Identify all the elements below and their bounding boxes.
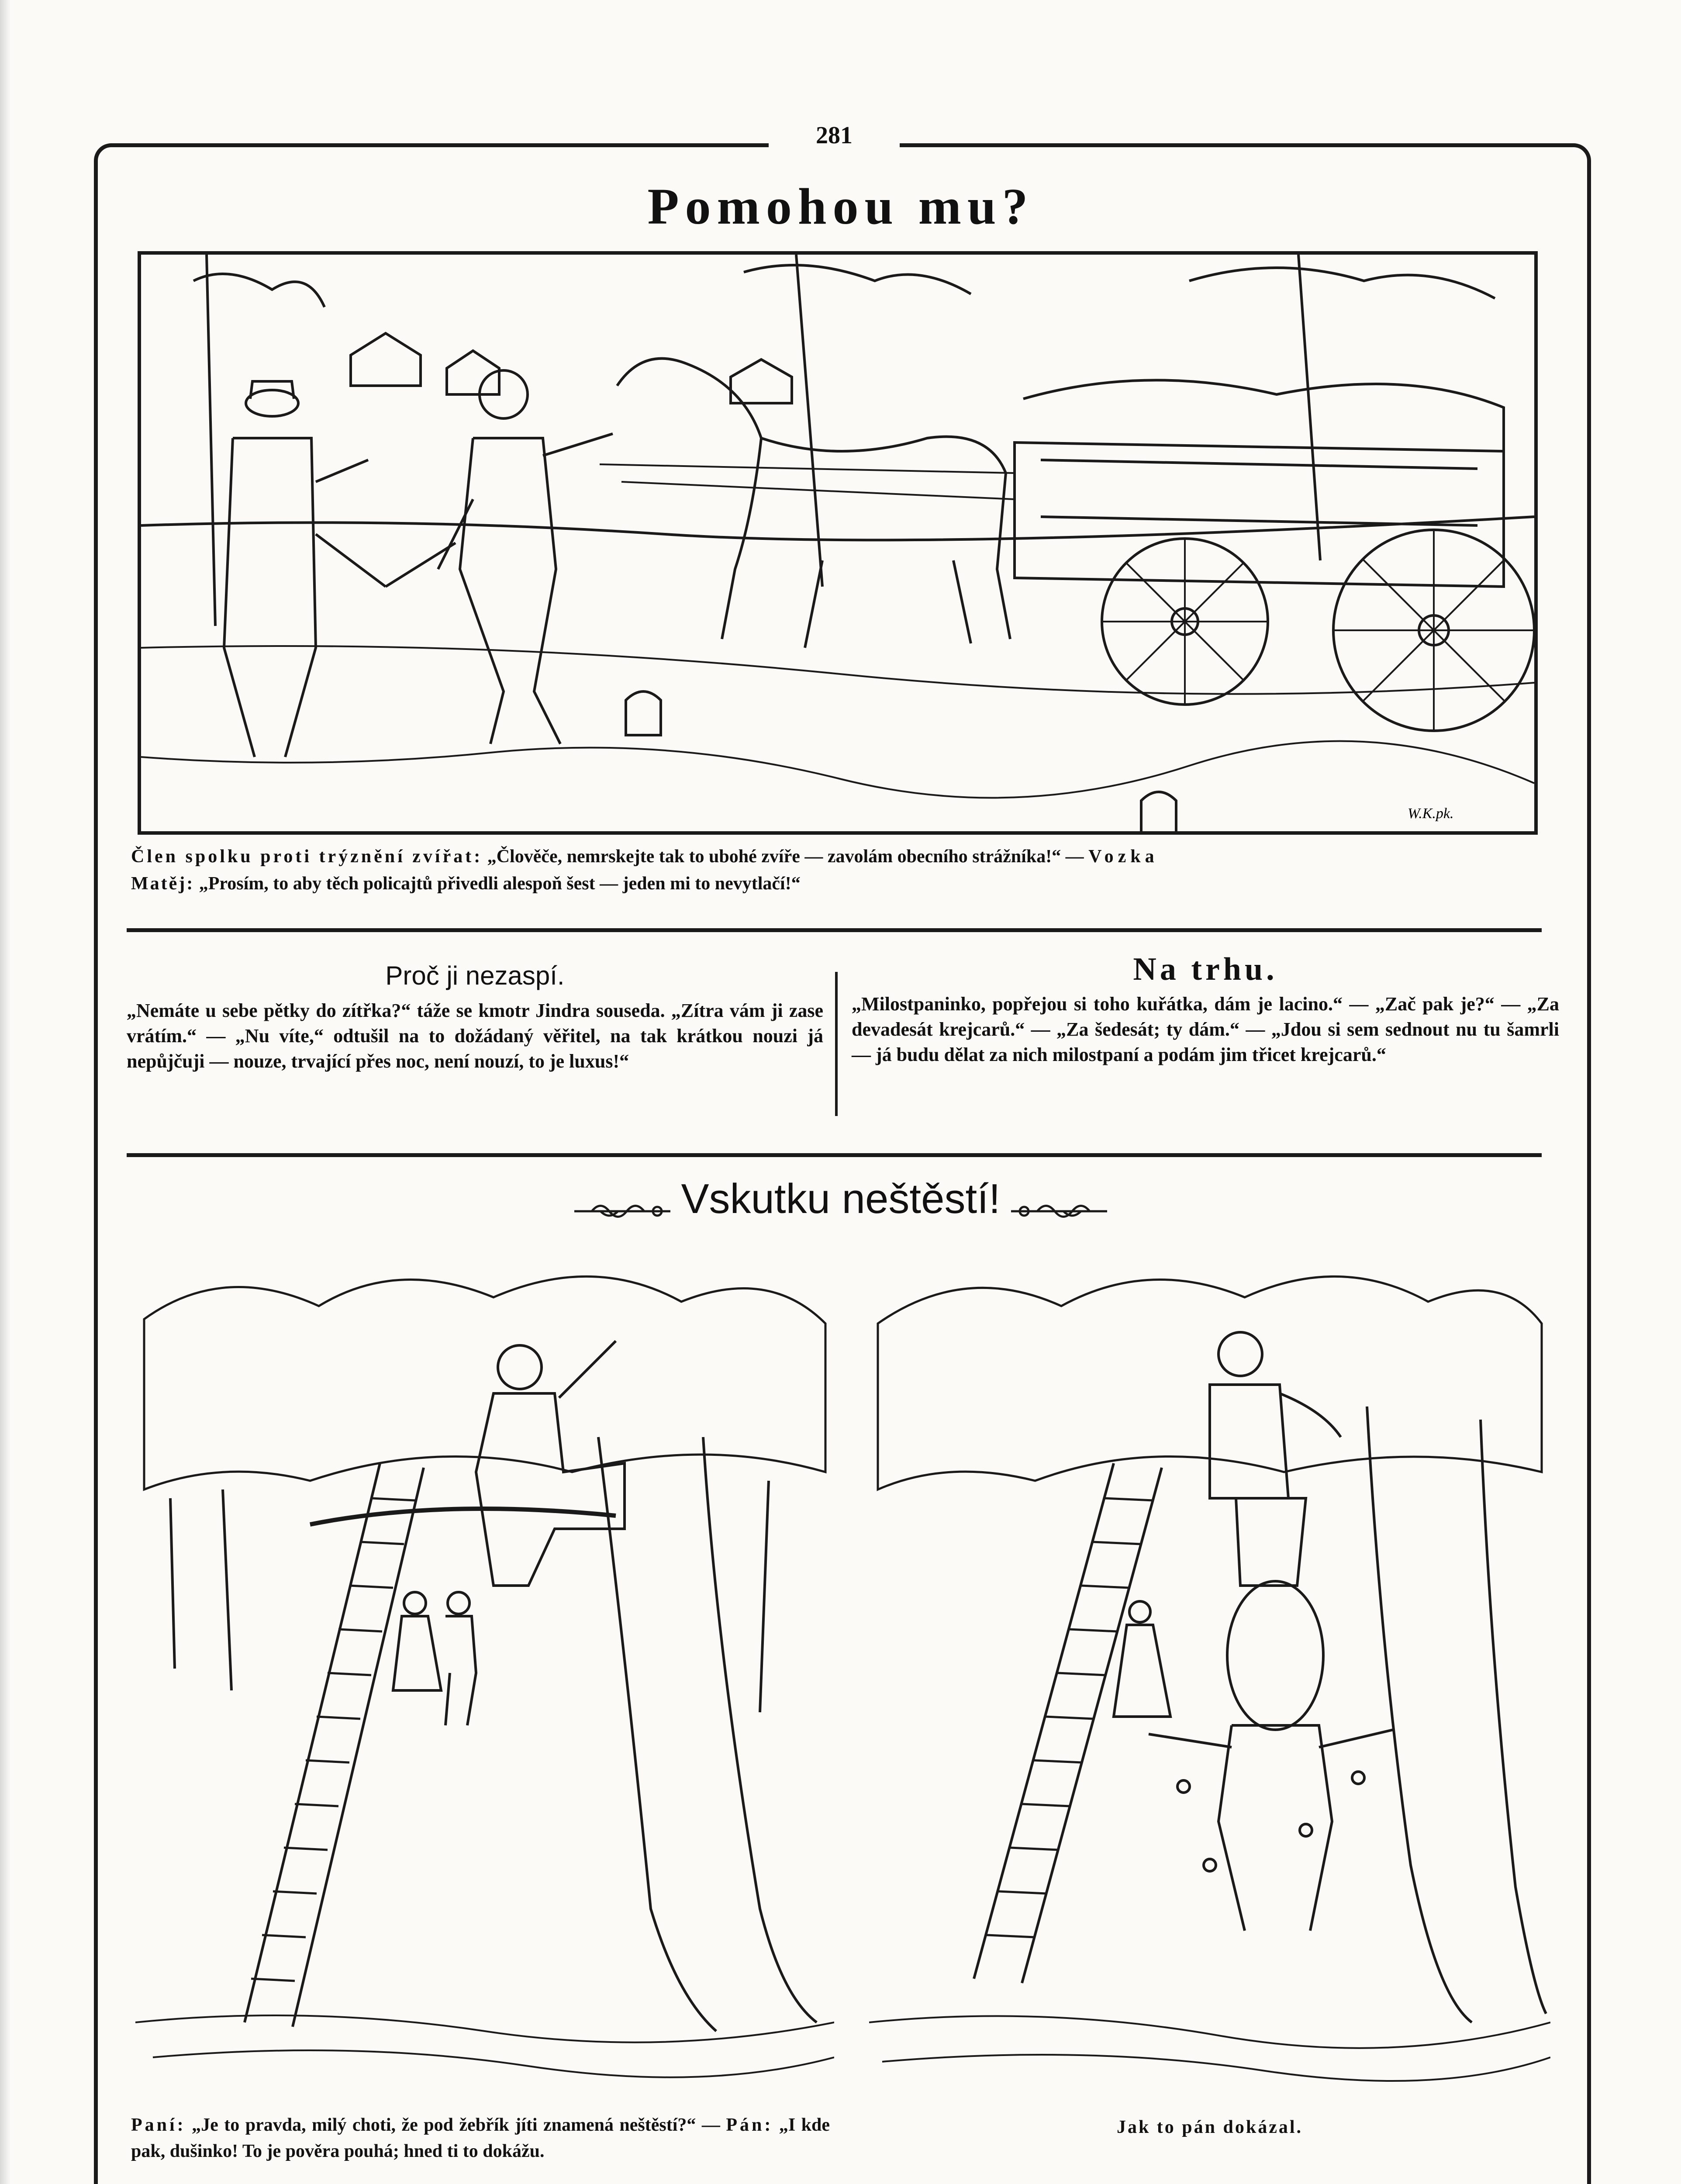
bottom-left-caption [131, 2112, 830, 2164]
caption-pani-text: „Je to pravda, milý choti, že pod žebřík jíti znamená neštěstí?“ — [186, 2115, 726, 2135]
anecdote-left-text: „Nemáte u sebe pětky do zítřka?“ táže se kmotr Jindra souseda. „Zítra vám ji zase vrátím.“ — „Nu víte,“ odtušil na to dožádaný věřitel, na tak krátkou nouzi já nepůjčuji — nouze, trvající přes noc, není nouzí, to je luxus!“ [127, 1000, 823, 1072]
caption-speaker-driver: Vozka [1088, 847, 1159, 867]
illustration-ladder-before [135, 1254, 834, 2084]
caption-quote-1: „Člověče, nemrskejte tak to ubohé zvíře — zavolám obecního strážníka!“ — [483, 847, 1089, 867]
page-number: 281 [769, 121, 900, 161]
caption-speaker-member: Člen spolku proti trýznění zvířat: [131, 847, 483, 867]
section-rule-1 [127, 928, 1542, 932]
section-rule-2 [127, 1153, 1542, 1157]
cartoon-caption-top [131, 843, 1529, 897]
anecdote-right-title: Na trhu. [1133, 951, 1278, 987]
illustration-horse-cart [138, 251, 1538, 835]
illustration-ladder-after [869, 1254, 1550, 2084]
anecdote-left [127, 963, 823, 1074]
ornament-left-icon [574, 1198, 670, 1224]
anecdote-left-title: Proč ji nezaspí. [385, 961, 565, 990]
anecdote-right [852, 951, 1559, 1068]
horse-cart-drawing [141, 255, 1534, 831]
illustrator-signature: W.K.pk. [1408, 805, 1454, 822]
cartoon-title-text: Vskutku neštěstí! [681, 1175, 1001, 1222]
column-divider [835, 972, 838, 1116]
cartoon-title-pomohou-mu: Pomohou mu? [647, 178, 1034, 235]
cartoon-title-vskutku [502, 1175, 1179, 1241]
ladder-before-drawing [135, 1254, 834, 2084]
caption-speaker-matej: Matěj: [131, 874, 195, 894]
bottom-right-caption: Jak to pán dokázal. [1116, 2117, 1303, 2137]
caption-speaker-pani: Paní: [131, 2115, 186, 2135]
caption-quote-2: „Prosím, to aby těch policajtů přivedli alespoň šest — jeden mi to nevytlačí!“ [194, 874, 801, 894]
anecdote-right-text: „Milostpaninko, popřejou si toho kuřátka, dám je lacino.“ — „Zač pak je?“ — „Za devadesát krejcarů.“ — „Za šedesát; ty dám.“ — „Jdou si sem sednout nu tu šamrli — já budu dělat za nich milostpaní a podám jim třicet krejcarů.“ [852, 993, 1559, 1065]
ladder-after-drawing [869, 1254, 1550, 2084]
ornament-right-icon [1011, 1198, 1107, 1224]
caption-pan-text: „I kde pak, dušinko! To je pověra pouhá; hned ti to dokážu. [131, 2115, 830, 2161]
page-edge-shadow [0, 0, 10, 2184]
caption-speaker-pan: Pán: [726, 2115, 773, 2135]
